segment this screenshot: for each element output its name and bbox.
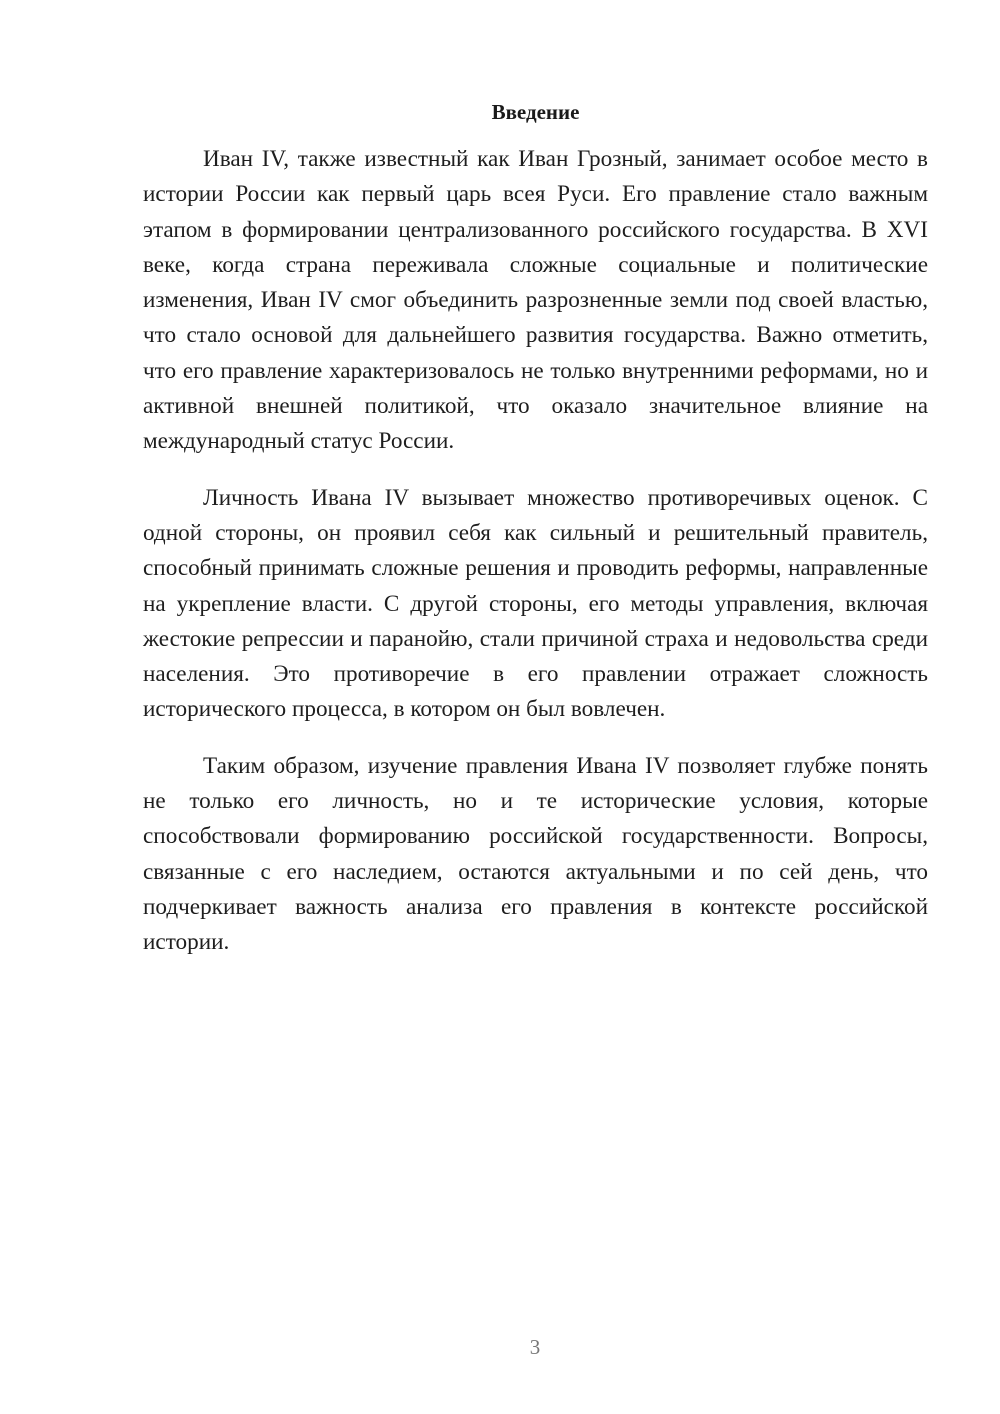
page-content bbox=[143, 98, 928, 982]
page-number: 3 bbox=[529, 1335, 541, 1359]
paragraph-intro: Иван IV, также известный как Иван Грозный, занимает особое место в истории России как первый царь всея Руси. Его правление стало важным этапом в формировании централизованного российского государства. В XVI веке, когда страна переживала сложные социальные и политические изменения, Иван IV смог объединить разрозненные земли под своей властью, что стало основой для дальнейшего развития государства. Важно отметить, что его правление характеризовалось не только внутренними реформами, но и активной внешней политикой, что оказало значительное влияние на международный статус России. bbox=[143, 146, 928, 455]
paragraph-personality: Личность Ивана IV вызывает множество противоречивых оценок. С одной стороны, он проявил себя как сильный и решительный правитель, способный принимать сложные решения и проводить реформы, направленные на укрепление власти. С другой стороны, его методы управления, включая жестокие репрессии и паранойю, стали причиной страха и недовольства среди населения. Это противоречие в его правлении отражает сложность исторического процесса, в котором он был вовлечен. bbox=[143, 484, 928, 723]
section-heading: Введение bbox=[491, 100, 580, 124]
paragraph-conclusion: Таким образом, изучение правления Ивана IV позволяет глубже понять не только его личность, но и те исторические условия, которые способствовали формированию российской государственности. Вопросы, связанные с его наследием, остаются актуальными и по сей день, что подчеркивает важность анализа его правления в контексте российской истории. bbox=[143, 752, 928, 956]
